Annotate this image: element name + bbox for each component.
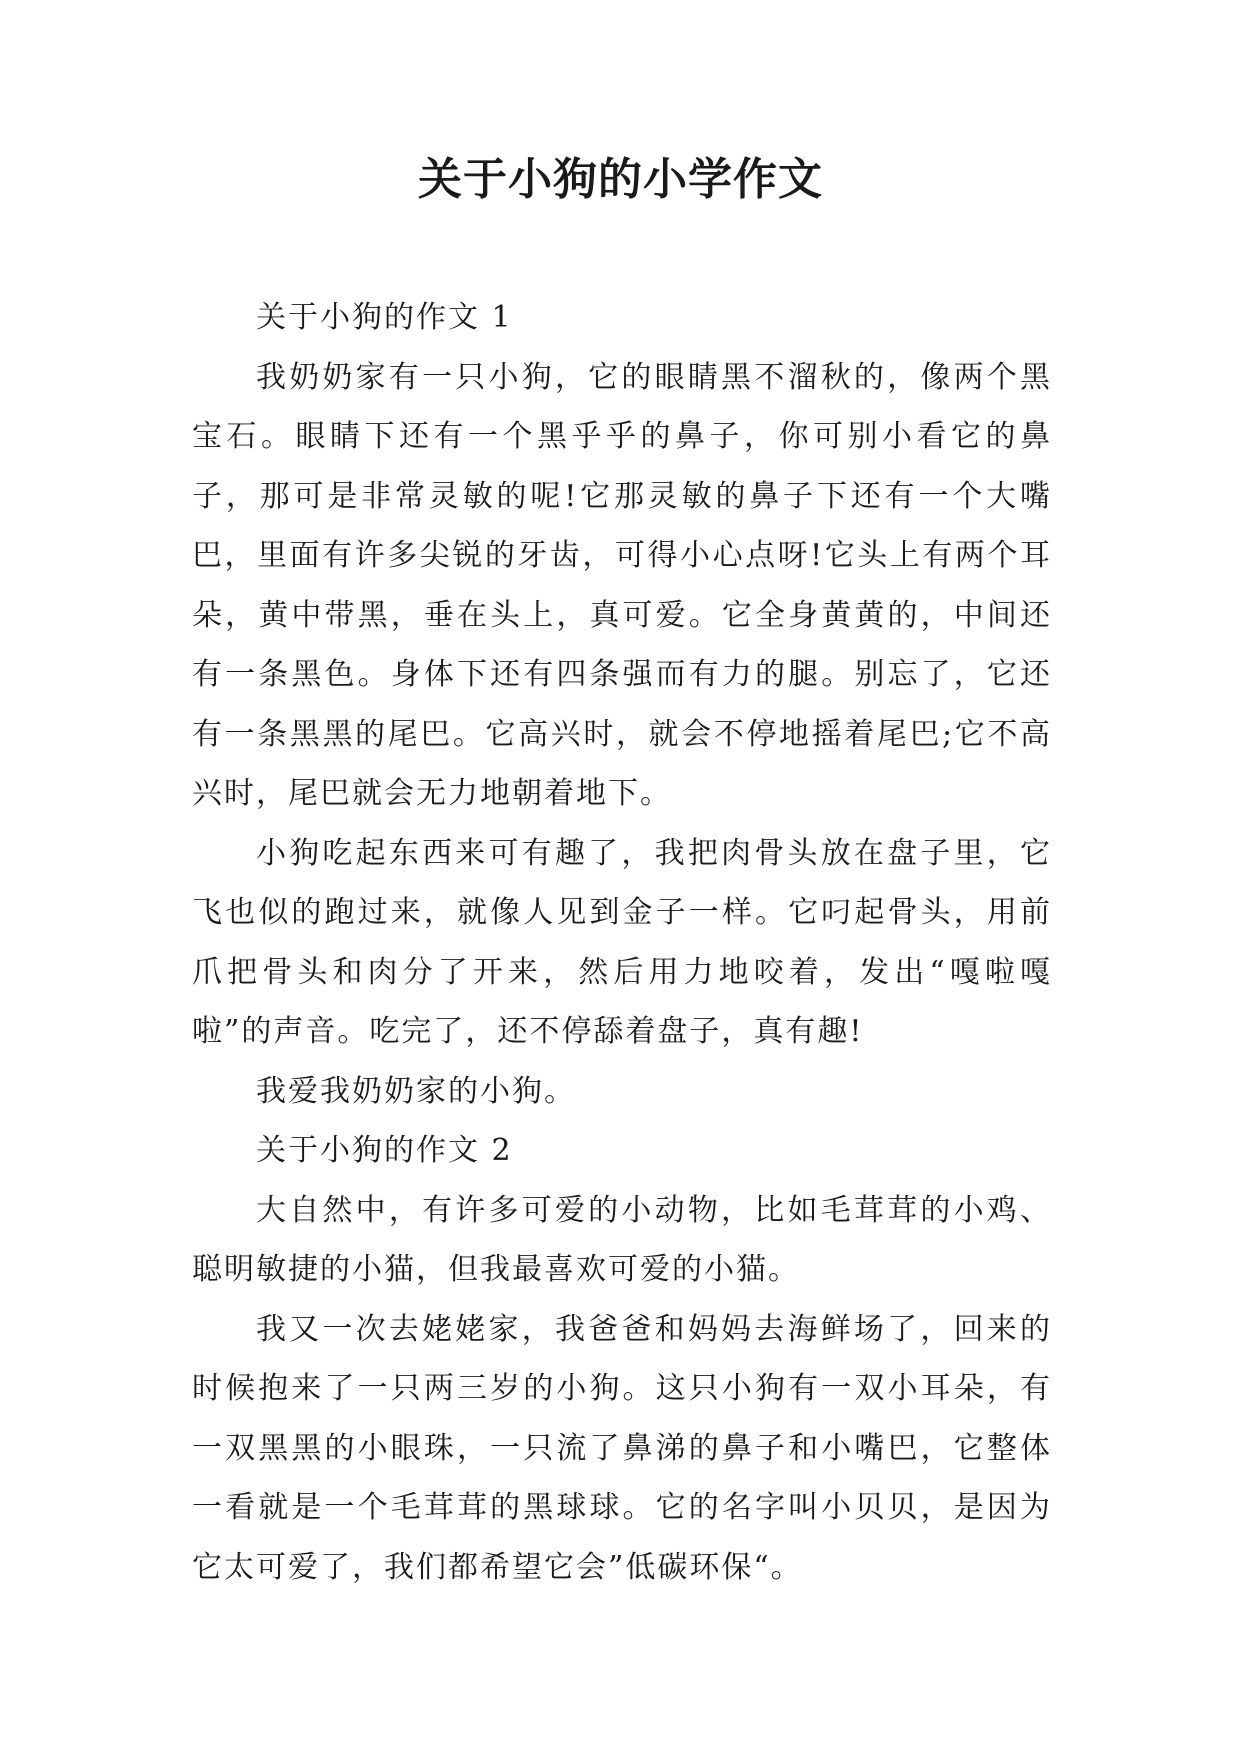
paragraph: 我又一次去姥姥家，我爸爸和妈妈去海鲜场了，回来的时候抱来了一只两三岁的小狗。这只小狗有一双小耳朵，有一双黑黑的小眼珠，一只流了鼻涕的鼻子和小嘴巴，它整体一看就是一个毛茸茸的黑球球。它的名字叫小贝贝，是因为它太可爱了，我们都希望它会”低碳环保“。 — [192, 1311, 1052, 1585]
paragraph: 我奶奶家有一只小狗，它的眼睛黑不溜秋的，像两个黑宝石。眼睛下还有一个黑乎乎的鼻子，你可别小看它的鼻子，那可是非常灵敏的呢!它那灵敏的鼻子下还有一个大嘴巴，里面有许多尖锐的牙齿，可得小心点呀!它头上有两个耳朵，黄中带黑，垂在头上，真可爱。它全身黄黄的，中间还有一条黑色。身体下还有四条强而有力的腿。别忘了，它还有一条黑黑的尾巴。它高兴时，就会不停地摇着尾巴;它不高兴时，尾巴就会无力地朝着地下。 — [192, 359, 1052, 811]
document-body — [192, 288, 1052, 1597]
paragraph: 我爱我奶奶家的小狗。 — [256, 1073, 576, 1109]
section-heading-2: 关于小狗的作文 2 — [256, 1133, 513, 1168]
section-heading-1: 关于小狗的作文 1 — [256, 300, 513, 335]
paragraph: 大自然中，有许多可爱的小动物，比如毛茸茸的小鸡、聪明敏捷的小猫，但我最喜欢可爱的小猫。 — [192, 1192, 1052, 1287]
paragraph: 小狗吃起东西来可有趣了，我把肉骨头放在盘子里，它飞也似的跑过来，就像人见到金子一样。它叼起骨头，用前爪把骨头和肉分了开来，然后用力地咬着，发出“嘎啦嘎啦”的声音。吃完了，还不停舔着盘子，真有趣! — [192, 835, 1052, 1049]
document-title: 关于小狗的小学作文 — [418, 154, 823, 205]
